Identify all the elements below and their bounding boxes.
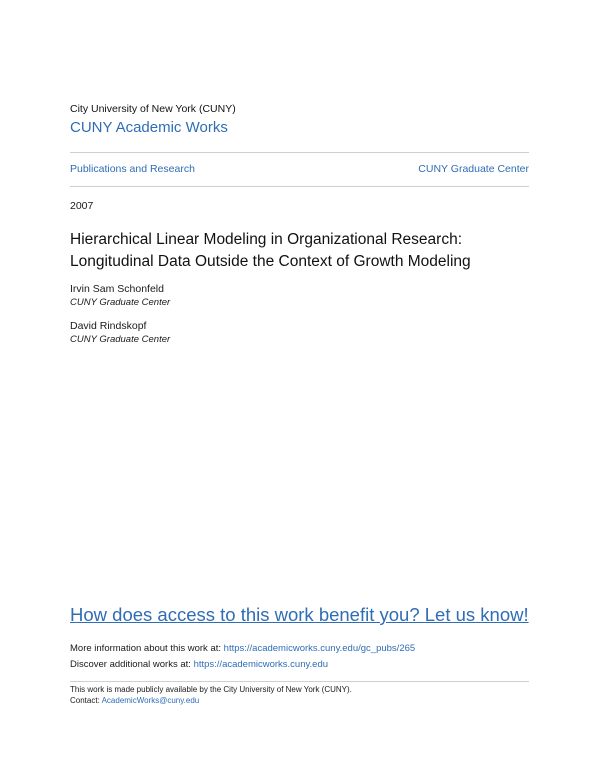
divider	[70, 681, 529, 682]
publication-year: 2007	[70, 200, 94, 212]
paper-title-line: Hierarchical Linear Modeling in Organizational Research:	[70, 231, 463, 248]
divider	[70, 152, 529, 153]
footer-note: This work is made publicly available by the City University of New York (CUNY).	[70, 685, 352, 694]
paper-title-line: Longitudinal Data Outside the Context of Growth Modeling	[70, 253, 471, 270]
author-affiliation: CUNY Graduate Center	[70, 334, 171, 345]
collection-link[interactable]: Publications and Research	[70, 163, 195, 175]
academic-works-url-link[interactable]: https://academicworks.cuny.edu	[193, 659, 329, 670]
discover-label: Discover additional works at:	[70, 659, 194, 670]
contact-label: Contact:	[70, 696, 102, 705]
author-name: Irvin Sam Schonfeld	[70, 283, 164, 295]
author-name: David Rindskopf	[70, 320, 147, 332]
more-info-line	[70, 643, 415, 654]
discover-line	[70, 659, 328, 670]
work-url-link[interactable]: https://academicworks.cuny.edu/gc_pubs/265	[223, 643, 416, 654]
feedback-link[interactable]: How does access to this work benefit you? Let us know!	[70, 604, 529, 625]
divider	[70, 186, 529, 187]
repository-title-link[interactable]: CUNY Academic Works	[70, 119, 228, 136]
contact-email-link[interactable]: AcademicWorks@cuny.edu	[101, 696, 200, 705]
footer-contact	[70, 696, 199, 705]
author-affiliation: CUNY Graduate Center	[70, 297, 171, 308]
graduate-center-link[interactable]: CUNY Graduate Center	[418, 163, 529, 175]
institution-name: City University of New York (CUNY)	[70, 103, 236, 115]
more-info-label: More information about this work at:	[70, 643, 224, 654]
paper-title	[70, 229, 471, 273]
